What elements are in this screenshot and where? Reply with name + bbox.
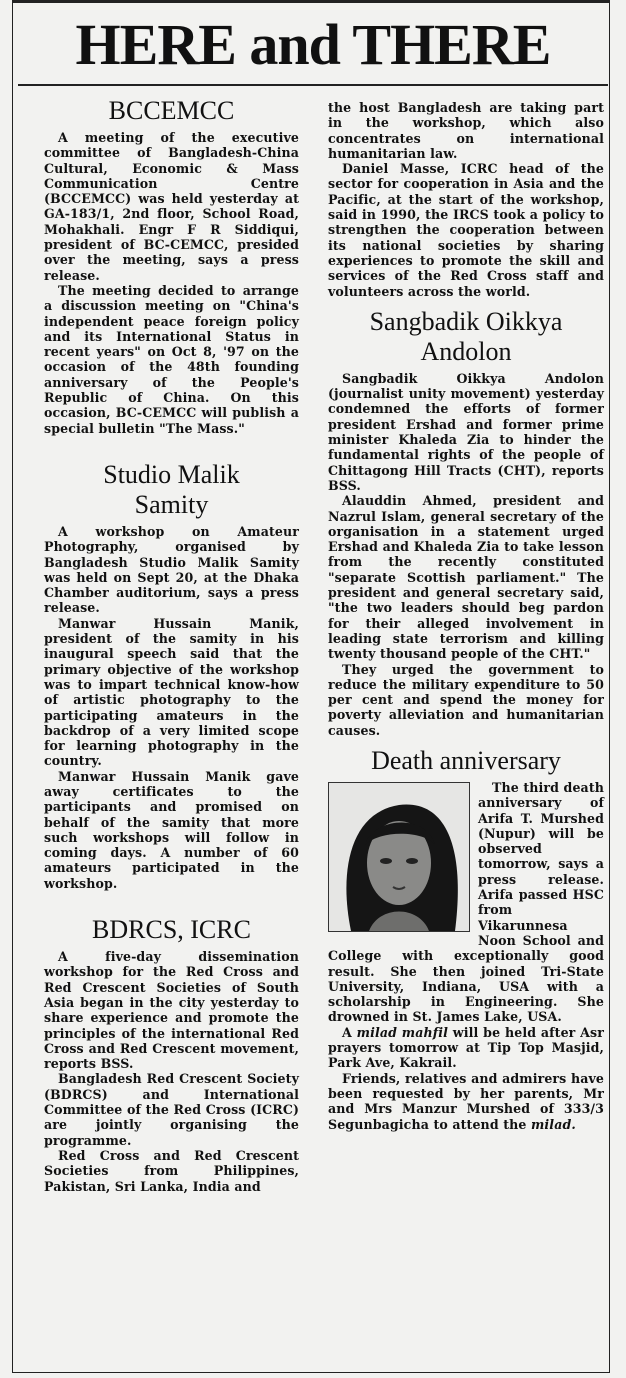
article-paragraph: They urged the government to reduce the military expenditure to 50 per cent and spend the money for poverty alleviation and humanitarian causes. xyxy=(328,661,604,738)
article-paragraph: The meeting decided to arrange a discussion meeting on "China's independent peace foreign policy and its International Status in recent years" on Oct 8, '97 on the occasion of the 48th founding anniversary of the People's Republic of China. On this occasion, BC-CEMCC will publish a special bulletin "The Mass." xyxy=(44,282,299,436)
article-title: BCCEMCC xyxy=(108,96,235,125)
article-paragraph: the host Bangladesh are taking part in the workshop, which also concentrates on international humanitarian law. xyxy=(328,100,604,161)
article-paragraph: Sangbadik Oikkya Andolon (journalist unity movement) yesterday condemned the efforts of former president Ershad and former prime minister Khaleda Zia to hinder the fundamental rights of the people of Chittagong Hill Tracts (CHT), reports BSS. xyxy=(328,370,604,493)
masthead-rule xyxy=(18,84,608,86)
article-paragraph: Manwar Hussain Manik, president of the samity in his inaugural speech said that the primary objective of the workshop was to impart technical know-how of artistic photography to the participating amateurs in the backdrop of a very limited scope for learning photography in the country. xyxy=(44,615,299,769)
article-paragraph: A five-day dissemination workshop for the Red Cross and Red Crescent Societies of South Asia began in the city yesterday to share experience and promote the principles of the international Red Cross and Red Crescent movement, reports BSS. xyxy=(44,949,299,1072)
italic-term: milad. xyxy=(531,1116,576,1132)
article-death-anniversary xyxy=(328,746,604,1132)
masthead-title: HERE and THERE xyxy=(75,12,551,77)
article-paragraph: A workshop on Amateur Photography, organised by Bangladesh Studio Malik Samity was held on Sept 20, at the Dhaka Chamber auditorium, says a press release. xyxy=(44,523,299,616)
text-fragment: A xyxy=(342,1024,352,1040)
article-paragraph: Red Cross and Red Crescent Societies from Philippines, Pakistan, Sri Lanka, India and xyxy=(44,1147,299,1194)
text-fragment: will be held after Asr prayers tomorrow at Tip Top Masjid, Park Ave, Kakrail. xyxy=(328,1024,604,1071)
text-fragment: Friends, relatives and admirers have been requested by her parents, Mr and Mrs Manzur Murshed of 333/3 Segunbagicha to attend the xyxy=(328,1070,604,1132)
italic-term: milad mahfil xyxy=(356,1024,449,1040)
left-column xyxy=(44,96,299,1218)
article-paragraph xyxy=(328,1025,604,1071)
article-bdrcs-continued xyxy=(328,100,604,299)
article-paragraph: Bangladesh Red Crescent Society (BDRCS) and International Committee of the Red Cross (ICRC) are jointly organising the programme. xyxy=(44,1071,299,1148)
article-paragraph xyxy=(328,1071,604,1132)
article-bccemcc xyxy=(44,96,299,436)
article-paragraph: The third death anniversary of Arifa T. Murshed (Nupur) will be observed tomorrow, says a press release. Arifa passed HSC from Vikarunnesa Noon School and College with exceptionally good result. She then joined Tri-State University, Indiana, USA with a scholarship in Engineering. She drowned in St. James Lake, USA. xyxy=(328,779,604,1025)
article-paragraph: A meeting of the executive committee of Bangladesh-China Cultural, Economic & Mass Communication Centre (BCCEMCC) was held yesterday at GA-183/1, 2nd floor, School Road, Mohakhali. Engr F R Siddiqui, president of BC-CEMCC, presided over the meeting, says a press release. xyxy=(44,130,299,283)
article-title: Death anniversary xyxy=(371,745,561,775)
article-title: BDRCS, ICRC xyxy=(92,915,251,945)
article-paragraph: Alauddin Ahmed, president and Nazrul Islam, general secretary of the organisation in a statement urged Ershad and Khaleda Zia to take lesson from the recently constituted "separate Scottish parliament." The president and general secretary said, "the two leaders should beg pardon for their alleged involvement in leading state terrorism and killing twenty thousand people of the CHT." xyxy=(328,493,604,662)
article-bdrcs xyxy=(44,915,299,1194)
portrait-photo xyxy=(328,782,470,932)
article-studio-malik xyxy=(44,460,299,891)
article-paragraph: Manwar Hussain Manik gave away certificates to the participants and promised on behalf of the samity that more such workshops will follow in coming days. A number of 60 amateurs participated in the workshop. xyxy=(44,768,299,891)
right-column xyxy=(328,100,604,1140)
article-title: Sangbadik Oikkya Andolon xyxy=(369,306,563,366)
article-sangbadik xyxy=(328,307,604,738)
article-title: Studio Malik Samity xyxy=(103,459,240,519)
article-paragraph: Daniel Masse, ICRC head of the sector for cooperation in Asia and the Pacific, at the start of the workshop, said in 1990, the IRCS took a policy to strengthen the cooperation between its national societies by sharing experiences to promote the skill and services of the Red Cross staff and volunteers across the world. xyxy=(328,161,604,299)
